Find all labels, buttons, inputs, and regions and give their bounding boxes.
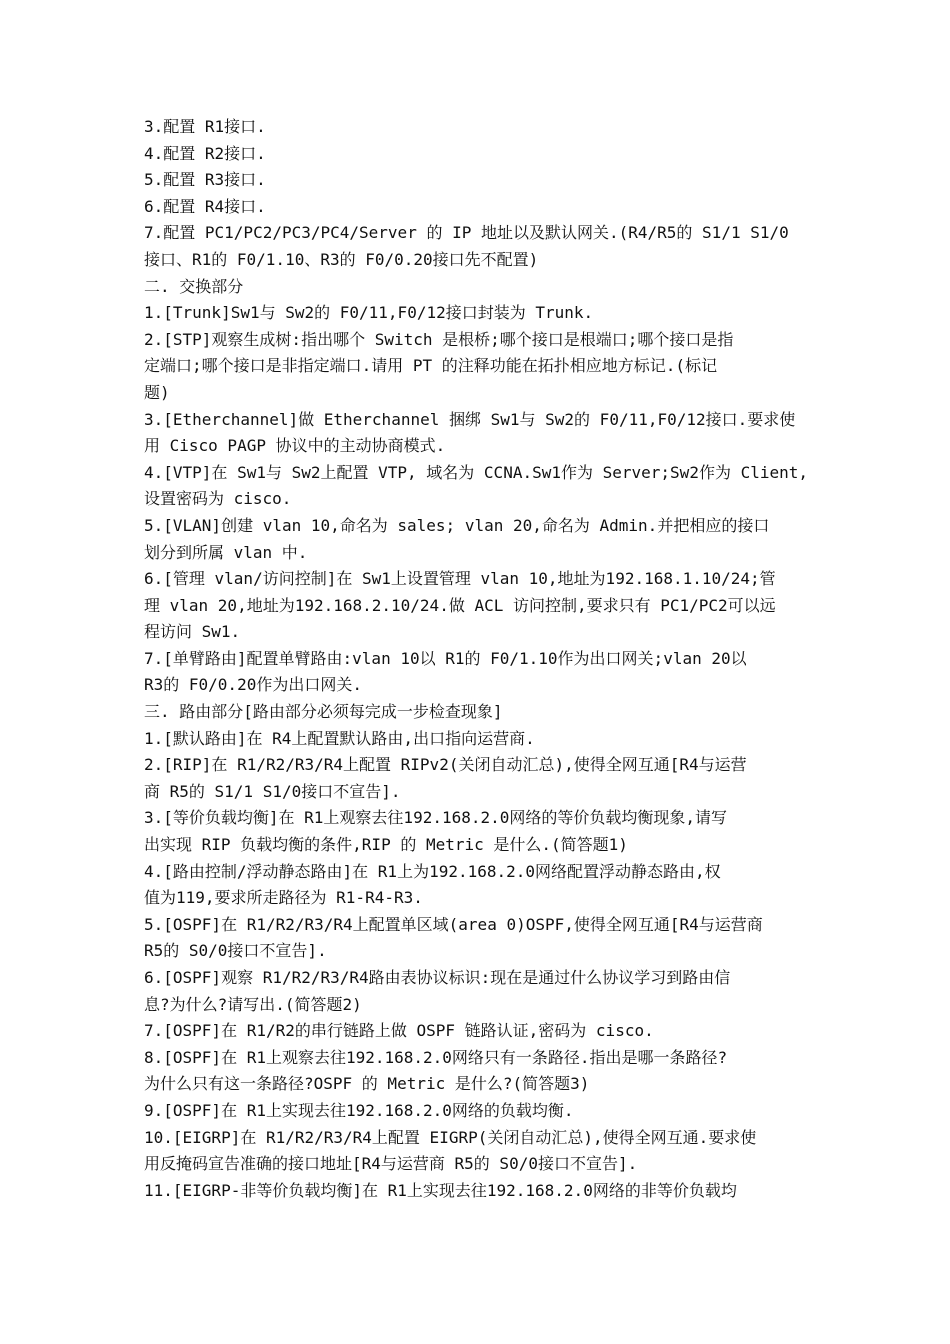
text-line: 6.配置 R4接口. [144, 196, 266, 216]
text-line: 用 Cisco PAGP 协议中的主动协商模式. [144, 436, 446, 456]
section-heading: 三. 路由部分[路由部分必须每完成一步检查现象] [144, 702, 503, 722]
text-line: 6.[OSPF]观察 R1/R2/R3/R4路由表协议标识:现在是通过什么协议学习到路由信 [144, 968, 731, 987]
text-line: 划分到所属 vlan 中. [144, 542, 308, 562]
text-line: 程访问 Sw1. [144, 622, 241, 642]
text-line: 5.[VLAN]创建 vlan 10,命名为 sales; vlan 20,命名为 Admin.并把相应的接口 [144, 515, 770, 535]
text-line: 息?为什么?请写出.(简答题2) [144, 994, 362, 1014]
text-line: 2.[RIP]在 R1/R2/R3/R4上配置 RIPv2(关闭自动汇总),使得全网互通[R4与运营 [144, 755, 747, 775]
document-body [144, 114, 810, 1204]
text-line: 设置密码为 cisco. [144, 489, 292, 509]
text-line: 4.[VTP]在 Sw1与 Sw2上配置 VTP, 域名为 CCNA.Sw1作为 Server;Sw2作为 Client, [144, 462, 809, 482]
text-line: 11.[EIGRP-非等价负载均衡]在 R1上实现去往192.168.2.0网络的非等价负载均 [144, 1180, 737, 1200]
text-line: 理 vlan 20,地址为192.168.2.10/24.做 ACL 访问控制,要求只有 PC1/PC2可以远 [144, 595, 776, 615]
text-line: 5.[OSPF]在 R1/R2/R3/R4上配置单区域(area 0)OSPF,使得全网互通[R4与运营商 [144, 914, 763, 934]
text-line: 2.[STP]观察生成树:指出哪个 Switch 是根桥;哪个接口是根端口;哪个接口是指 [144, 329, 734, 349]
text-line: 3.[Etherchannel]做 Etherchannel 捆绑 Sw1与 Sw2的 F0/11,F0/12接口.要求使 [144, 409, 796, 429]
text-line: 7.[OSPF]在 R1/R2的串行链路上做 OSPF 链路认证,密码为 cisco. [144, 1021, 654, 1041]
text-line: R3的 F0/0.20作为出口网关. [144, 675, 362, 695]
text-line: 3.配置 R1接口. [144, 117, 266, 136]
text-line: 商 R5的 S1/1 S1/0接口不宣告]. [144, 781, 401, 801]
text-line: 题) [144, 382, 170, 402]
text-line: 7.配置 PC1/PC2/PC3/PC4/Server 的 IP 地址以及默认网关.(R4/R5的 S1/1 S1/0 [144, 223, 789, 243]
text-line: 用反掩码宣告准确的接口地址[R4与运营商 R5的 S0/0接口不宣告]. [144, 1154, 638, 1174]
text-line: 8.[OSPF]在 R1上观察去往192.168.2.0网络只有一条路径.指出是哪一条路径? [144, 1047, 728, 1067]
text-line: 7.[单臂路由]配置单臂路由:vlan 10以 R1的 F0/1.10作为出口网关;vlan 20以 [144, 648, 747, 668]
section-heading: 二. 交换部分 [144, 276, 244, 296]
text-line: 为什么只有这一条路径?OSPF 的 Metric 是什么?(简答题3) [144, 1074, 590, 1094]
text-line: 1.[Trunk]Sw1与 Sw2的 F0/11,F0/12接口封装为 Trunk. [144, 303, 594, 323]
text-line: 9.[OSPF]在 R1上实现去往192.168.2.0网络的负载均衡. [144, 1100, 574, 1120]
text-line: 接口、R1的 F0/1.10、R3的 F0/0.20接口先不配置) [144, 249, 539, 269]
text-line: 5.配置 R3接口. [144, 170, 266, 190]
text-line: 3.[等价负载均衡]在 R1上观察去往192.168.2.0网络的等价负载均衡现象,请写 [144, 808, 728, 828]
text-line: 6.[管理 vlan/访问控制]在 Sw1上设置管理 vlan 10,地址为192.168.1.10/24;管 [144, 569, 776, 589]
text-line: 定端口;哪个接口是非指定端口.请用 PT 的注释功能在拓扑相应地方标记.(标记 [144, 356, 718, 376]
text-line: 值为119,要求所走路径为 R1-R4-R3. [144, 888, 423, 908]
text-line: 出实现 RIP 负载均衡的条件,RIP 的 Metric 是什么.(简答题1) [144, 835, 628, 855]
text-line: 4.[路由控制/浮动静态路由]在 R1上为192.168.2.0网络配置浮动静态路由,权 [144, 861, 721, 881]
text-line: 4.配置 R2接口. [144, 143, 266, 163]
text-line: R5的 S0/0接口不宣告]. [144, 941, 327, 961]
text-line: 1.[默认路由]在 R4上配置默认路由,出口指向运营商. [144, 728, 535, 748]
text-line: 10.[EIGRP]在 R1/R2/R3/R4上配置 EIGRP(关闭自动汇总),使得全网互通.要求使 [144, 1127, 757, 1147]
